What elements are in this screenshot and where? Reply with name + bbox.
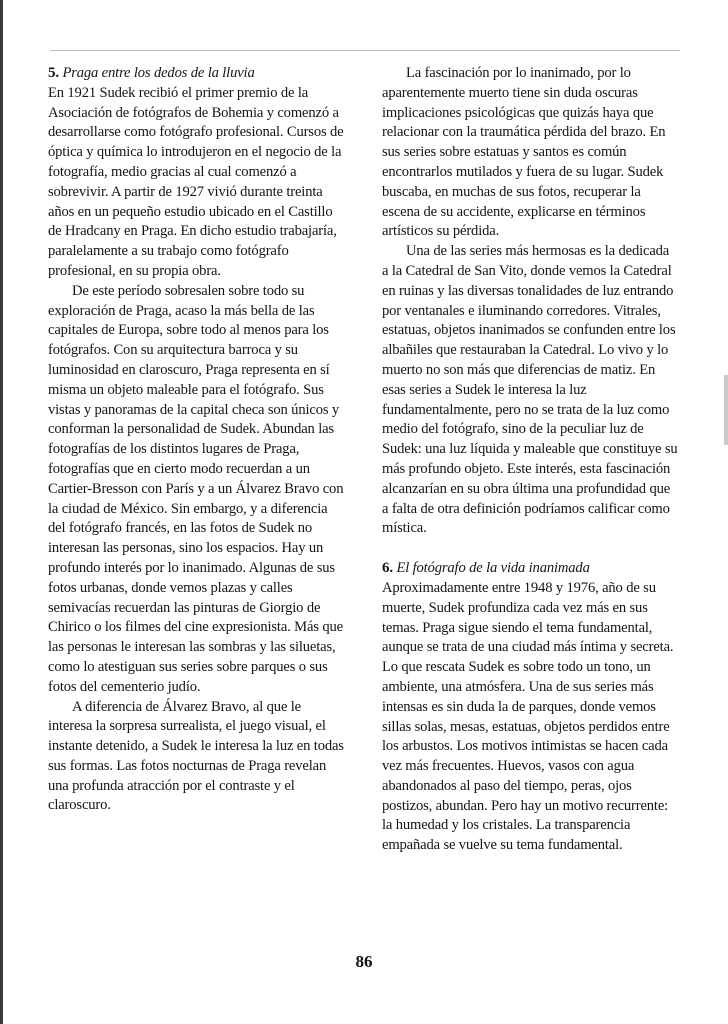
section-5-heading	[48, 64, 344, 84]
right-paragraph-1: La fascinación por lo inanimado, por lo aparentemente muerto tiene sin duda oscuras implicaciones psicológicas que quizás haya que relacionar con la traumática pérdida del brazo. En sus series sobre estatuas y santos es común encontrarlos mutilados y fuera de su lugar. Sudek buscaba, en muchas de sus fotos, recuperar la escena de su accidente, explicarse en términos artísticos su pérdida.	[382, 65, 666, 240]
page-number: 86	[355, 952, 373, 971]
right-column	[382, 64, 678, 856]
scrollbar-thumb[interactable]	[724, 375, 728, 445]
right-paragraph-2: Una de las series más hermosas es la dedicada a la Catedral de San Vito, donde vemos la Catedral en ruinas y las diversas tonalidades de luz entrando por ventanales e iluminando corredores. Vitrales, estatuas, objetos inanimados se confunden entre los albañiles que restauraban la Catedral. Lo vivo y lo muerto no son más que diferencias de matiz. En esas series a Sudek le interesa la luz fundamentalmente, pero no se trata de la luz como medio del fotógrafo, sino de la peculiar luz de Sudek: una luz líquida y maleable que constituye su más profundo objeto. Este interés, esta fascinación alcanzarían en su obra última una profundidad que a falta de otra definición podríamos calificar como mística.	[382, 243, 678, 537]
header-rule	[50, 50, 680, 51]
section-6-title: El fotógrafo de la vida inanimada	[396, 560, 590, 577]
section-5-paragraph-1: En 1921 Sudek recibió el primer premio de la Asociación de fotógrafos de Bohemia y comenzó a desarrollarse como fotógrafo profesional. Cursos de óptica y química lo introdujeron en el negocio de la fotografía, medio gracias al cual comenzó a sobrevivir. A partir de 1927 vivió durante treinta años en un pequeño estudio ubicado en el Castillo de Hradcany en Praga. En dicho estudio trabajaría, paralelamente a su trabajo como fotógrafo profesional, en su propia obra.	[48, 84, 344, 279]
section-6-number: 6.	[382, 560, 393, 577]
section-5-paragraph-2: De este período sobresalen sobre todo su exploración de Praga, acaso la más bella de las capitales de Europa, sobre todo al menos para los fotógrafos. Con su arquitectura barroca y su luminosidad en claroscuro, Praga representa en sí misma un objeto maleable para el fotógrafo. Sus vistas y panoramas de la capital checa son únicos y conforman la personalidad de Sudek. Abundan las fotografías de los distintos lugares de Praga, fotografías que en cierto modo recuerdan a un Cartier-Bresson con París y a un Álvarez Bravo con la ciudad de México. Sin embargo, y a diferencia del fotógrafo francés, en las fotos de Sudek no interesan las personas, sino los espacios. Hay un profundo interés por lo inanimado. Algunas de sus fotos urbanas, donde vemos plazas y calles semivacías recuerdan las pinturas de Giorgio de Chirico o los filmes del cine expresionista. Más que las personas le interesan las sombras y las siluetas, como lo atestiguan sus series sobre parques o sus fotos del cementerio judío.	[48, 282, 344, 695]
page-left-edge	[0, 0, 3, 1024]
section-5-number: 5.	[48, 65, 59, 81]
left-column	[48, 64, 344, 816]
section-6-paragraph-1: Aproximadamente entre 1948 y 1976, año de su muerte, Sudek profundiza cada vez más en sus temas. Praga sigue siendo el tema fundamental, aunque se trata de una ciudad más íntima y secreta. Lo que rescata Sudek es sobre todo un tono, un ambiente, una atmósfera. Una de sus series más intensas es sin duda la de parques, donde vemos sillas solas, mesas, estatuas, objetos perdidos entre los arbustos. Los motivos intimistas se hacen cada vez más frecuentes. Huevos, vasos con agua abandonados al paso del tiempo, peras, ojos postizos, abundan. Pero hay un motivo recurrente: la humedad y los cristales. La transparencia empañada se vuelve su tema fundamental.	[382, 579, 674, 854]
section-6-heading	[382, 559, 678, 579]
section-gap	[382, 539, 678, 559]
section-5-paragraph-3: A diferencia de Álvarez Bravo, al que le interesa la sorpresa surrealista, el juego visual, el instante detenido, a Sudek le interesa la luz en todas sus formas. Las fotos nocturnas de Praga revelan una profunda atracción por el contraste y el claroscuro.	[48, 698, 344, 814]
section-5-title: Praga entre los dedos de la lluvia	[62, 65, 255, 81]
